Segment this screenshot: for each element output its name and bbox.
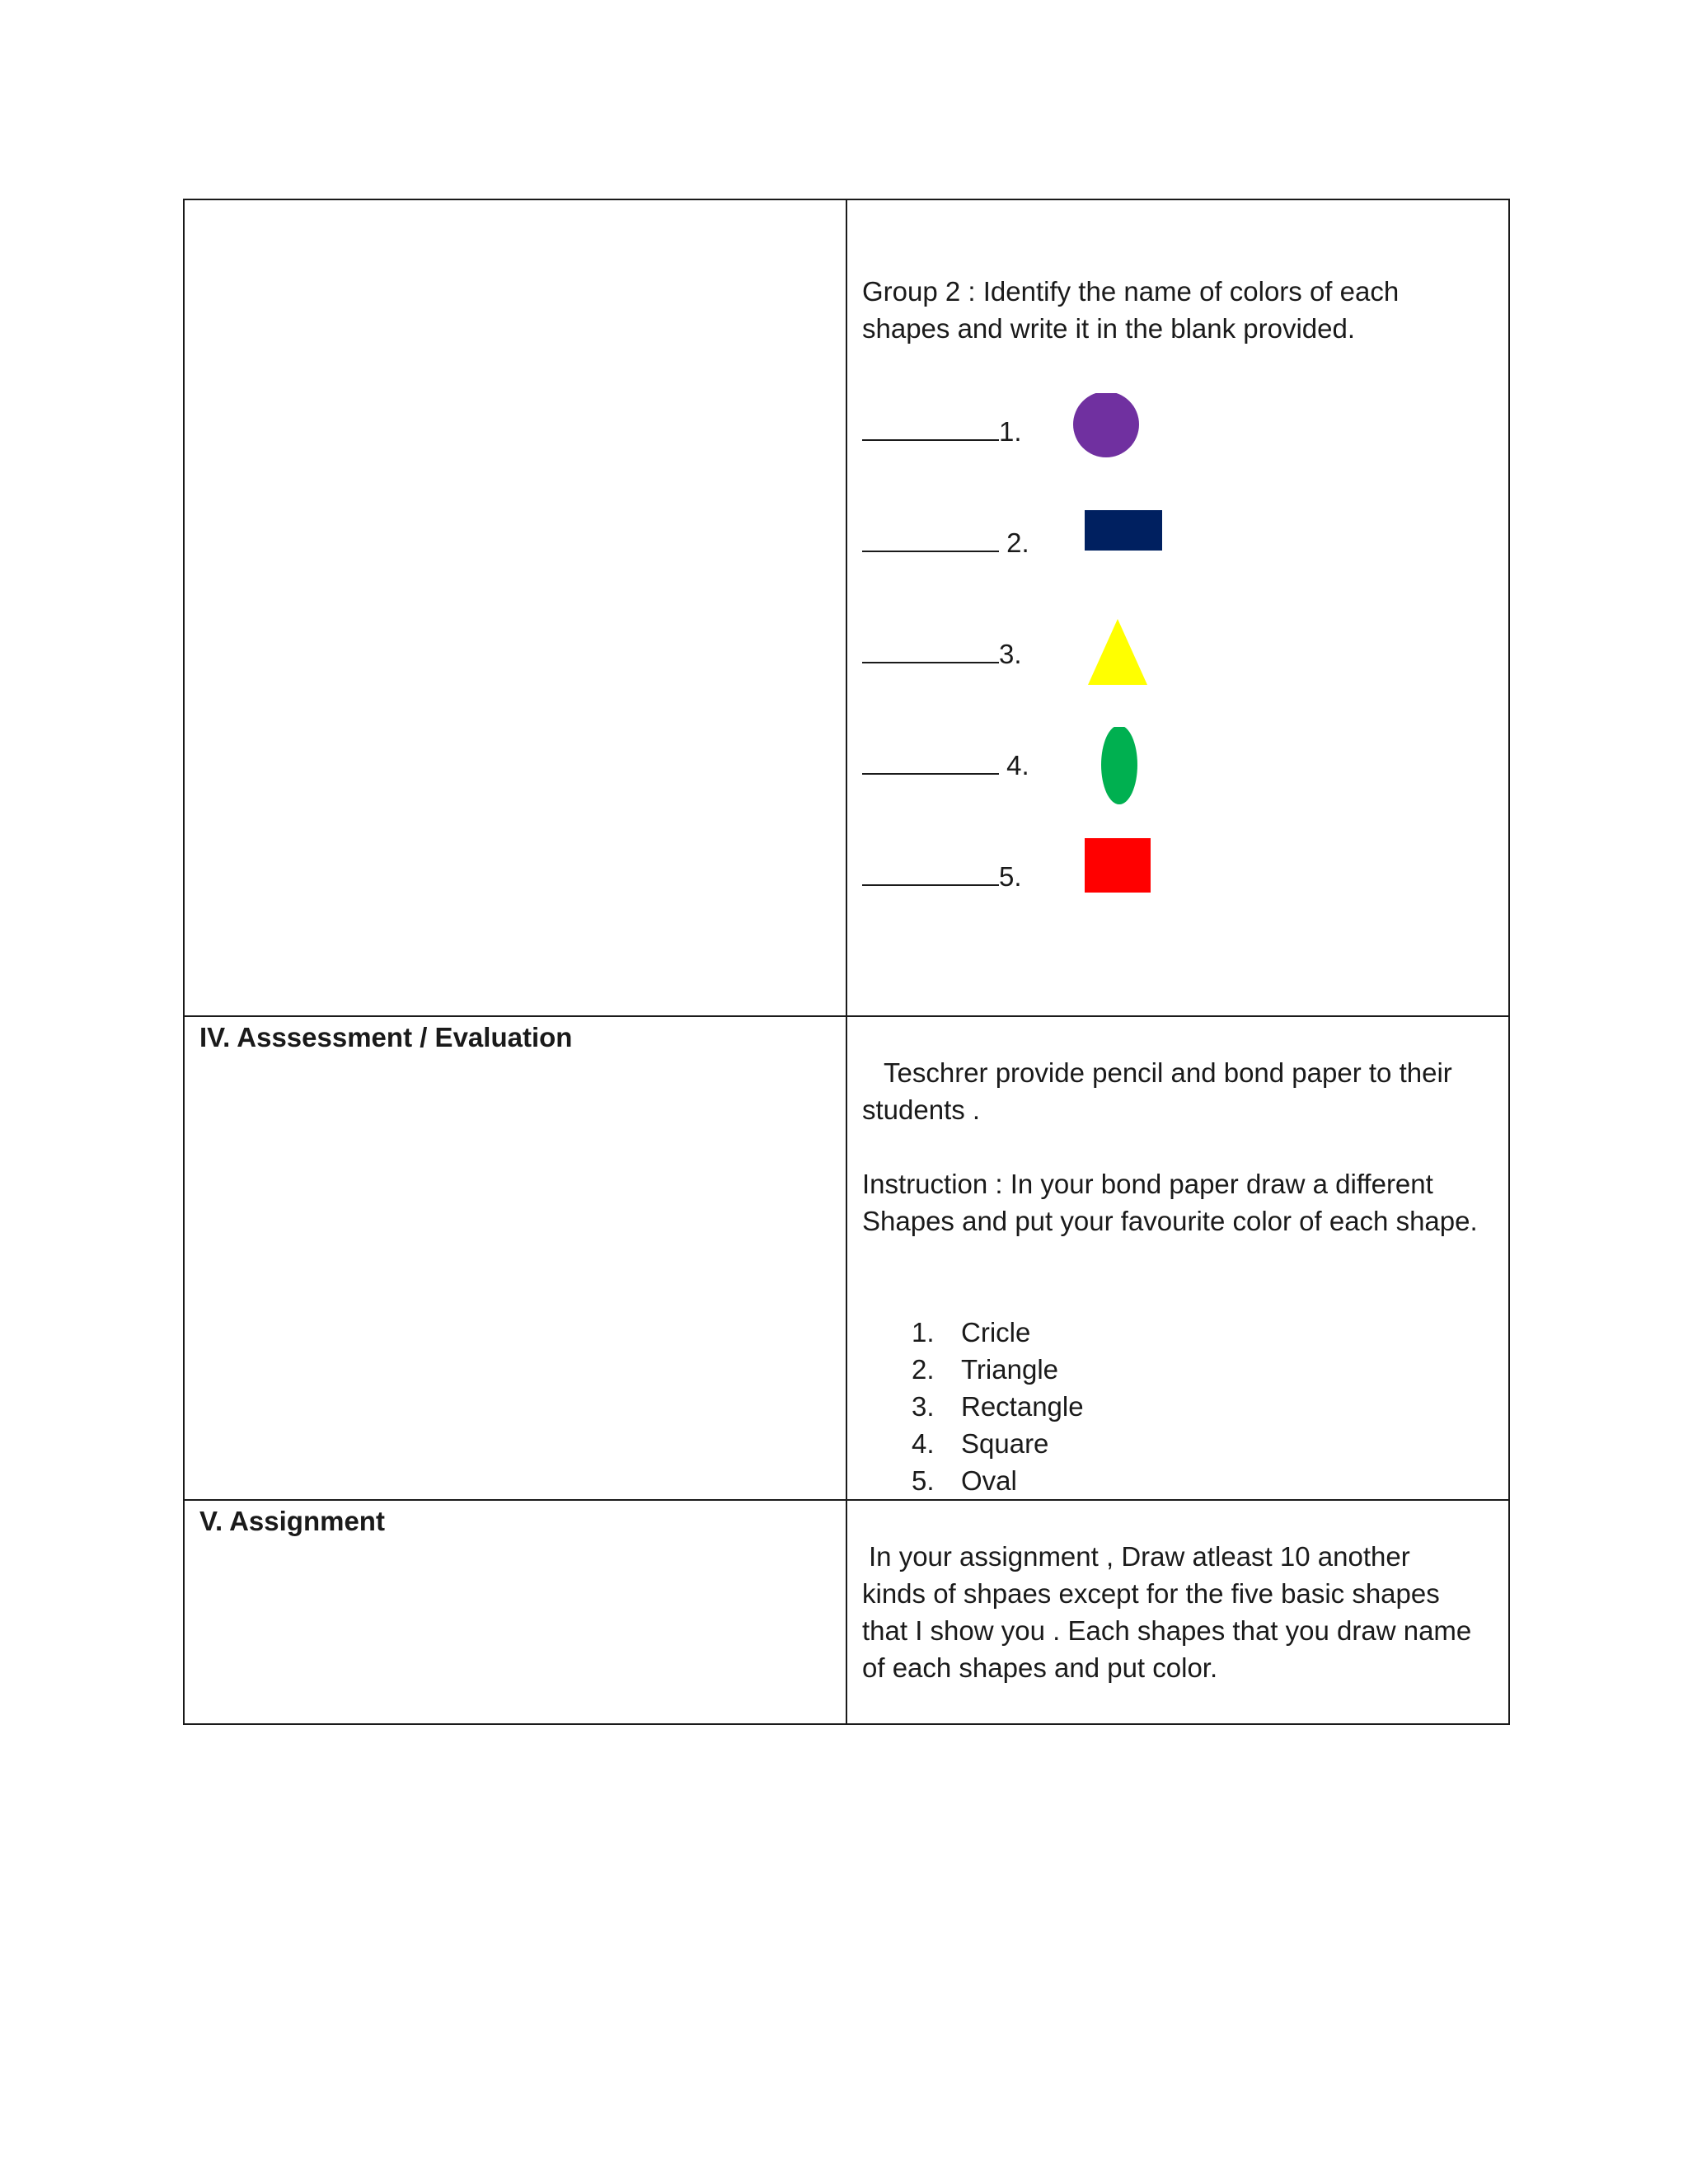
- group-activity-cell: [846, 199, 1509, 1016]
- shapes-to-draw-list: [862, 1314, 1493, 1499]
- answer-blank: [862, 858, 999, 886]
- square-icon: [1085, 838, 1151, 893]
- item-number: 3.: [999, 639, 1022, 669]
- assessment-heading: IV. Asssessment / Evaluation: [199, 1022, 573, 1052]
- list-item: 2. Triangle: [912, 1354, 1058, 1385]
- item-number: 2.: [999, 527, 1029, 558]
- assignment-heading-cell: [184, 1500, 846, 1724]
- empty-cell: [184, 199, 846, 1016]
- oval-icon: [1101, 727, 1137, 804]
- yellow-triangle-shape: [1047, 616, 1162, 698]
- navy-rectangle-shape: [1047, 504, 1162, 587]
- table-row: [184, 1016, 1509, 1500]
- list-item: [862, 838, 1493, 949]
- item-number: 1.: [999, 416, 1022, 447]
- lesson-plan-table: [183, 199, 1510, 1725]
- list-item: 4. Square: [912, 1428, 1049, 1459]
- red-square-shape: [1047, 838, 1162, 929]
- green-oval-shape: [1047, 727, 1162, 818]
- assessment-heading-cell: [184, 1016, 846, 1500]
- group-instruction: Group 2 : Identify the name of colors of each shapes and write it in the blank provided.: [862, 276, 1400, 344]
- list-item: 1. Cricle: [912, 1317, 1031, 1347]
- answer-blank: [862, 524, 999, 552]
- item-number: 4.: [999, 750, 1029, 780]
- assessment-intro: Teschrer provide pencil and bond paper to their students .: [862, 1057, 1452, 1125]
- shape-list: [862, 393, 1493, 949]
- assignment-text: In your assignment , Draw atleast 10 another kinds of shpaes except for the five basic shapes that I show you . Each shapes that you draw name of each shapes and put color.: [862, 1541, 1472, 1683]
- assessment-content-cell: [846, 1016, 1509, 1500]
- assignment-heading: V. Assignment: [199, 1506, 385, 1536]
- list-item: [862, 727, 1493, 838]
- table-row: [184, 199, 1509, 1016]
- answer-blank: [862, 747, 999, 775]
- answer-blank: [862, 413, 999, 441]
- list-item: 5. Oval: [912, 1465, 1017, 1496]
- answer-blank: [862, 635, 999, 663]
- list-item: [862, 504, 1493, 616]
- item-number: 5.: [999, 861, 1022, 892]
- assessment-instruction: Instruction : In your bond paper draw a different Shapes and put your favourite color of each shape.: [862, 1169, 1478, 1236]
- assignment-content-cell: [846, 1500, 1509, 1724]
- list-item: [862, 393, 1493, 504]
- rectangle-icon: [1085, 510, 1162, 551]
- triangle-icon: [1088, 619, 1147, 685]
- circle-icon: [1073, 393, 1139, 457]
- list-item: 3. Rectangle: [912, 1391, 1084, 1422]
- list-item: [862, 616, 1493, 727]
- purple-circle-shape: [1047, 393, 1162, 476]
- table-row: [184, 1500, 1509, 1724]
